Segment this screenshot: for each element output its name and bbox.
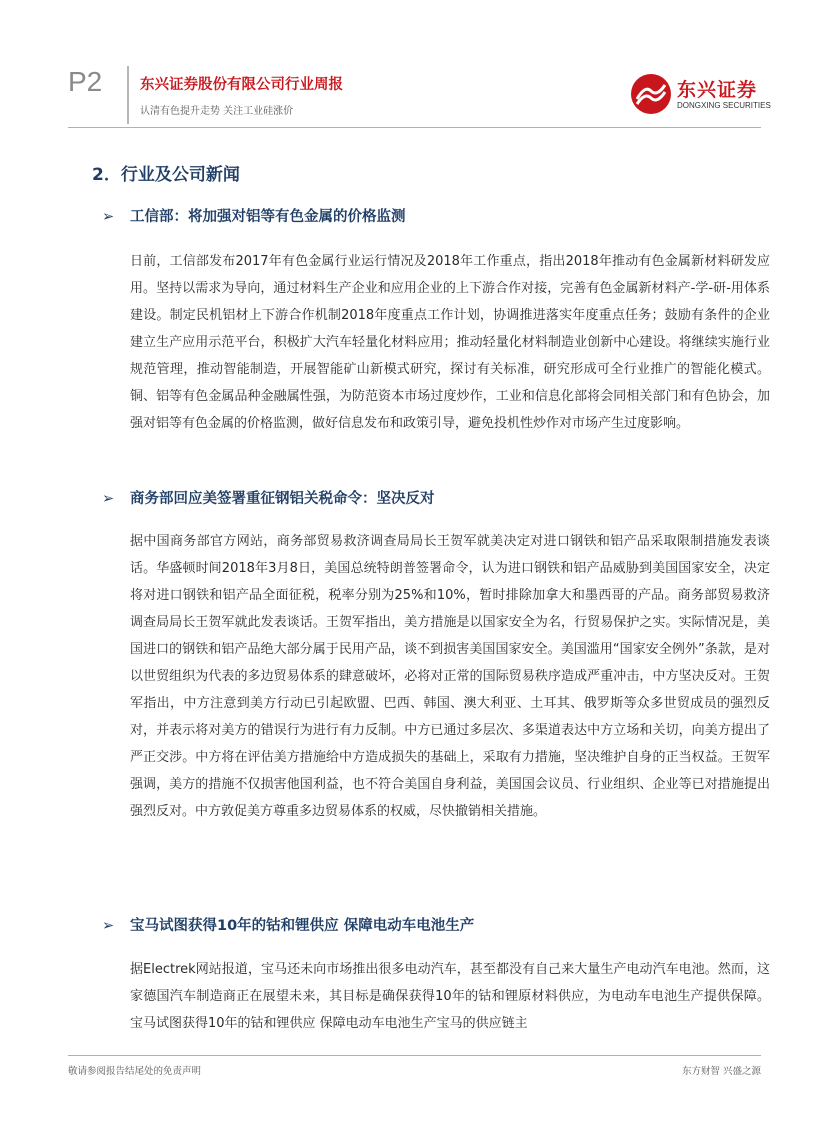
footer-rule <box>68 1055 761 1056</box>
disclaimer-note: 敬请参阅报告结尾处的免责声明 <box>68 1066 202 1077</box>
news-title: 工信部：将加强对铝等有色金属的价格监测 <box>130 209 406 225</box>
company-logo <box>630 73 771 118</box>
arrow-bullet-icon: ➢ <box>102 491 115 507</box>
news-title: 商务部回应美签署重征钢铝关税命令：坚决反对 <box>130 491 435 507</box>
page-number: P2 <box>68 66 103 97</box>
news-heading-2 <box>102 487 435 511</box>
news-heading-1 <box>102 205 406 229</box>
news-body-2: 据中国商务部官方网站，商务部贸易救济调查局局长王贺军就美决定对进口钢铁和铝产品采取限制措施发表谈话。华盛顿时间2018年3月8日，美国总统特朗普签署命令，认为进口钢铁和铝产品威胁到美国国家安全，决定将对进口钢铁和铝产品全面征税，税率分别为25%和10%，暂时排除加拿大和墨西哥的产品。商务部贸易救济调查局局长王贺军就此发表谈话。王贺军指出，美方措施是以国家安全为名，行贸易保护之实。实际情况是，美国进口的钢铁和铝产品绝大部分属于民用产品，谈不到损害美国国家安全。美国滥用“国家安全例外”条款，是对以世贸组织为代表的多边贸易体系的肆意破坏，必将对正常的国际贸易秩序造成严重冲击，中方坚决反对。王贺军指出，中方注意到美方行动已引起欧盟、巴西、韩国、澳大利亚、土耳其、俄罗斯等众多世贸成员的强烈反对，并表示将对美方的错误行为进行有力反制。中方已通过多层次、多渠道表达中方立场和关切，向美方提出了严正交涉。中方将在评估美方措施给中方造成损失的基础上，采取有力措施，坚决维护自身的正当权益。王贺军强调，美方的措施不仅损害他国利益，也不符合美国自身利益，美国国会议员、行业组织、企业等已对措施提出强烈反对。中方敦促美方尊重多边贸易体系的权威，尽快撤销相关措施。 <box>130 534 770 819</box>
logo-english-name: DONGXING SECURITIES <box>677 101 771 110</box>
report-title: 东兴证券股份有限公司行业周报 <box>140 77 343 93</box>
header-rule <box>68 127 761 128</box>
section-heading: 2．行业及公司新闻 <box>92 165 240 185</box>
footer-slogan: 东方财智 兴盛之源 <box>681 1066 761 1077</box>
logo-chinese-name: 东兴证券 <box>677 79 758 101</box>
news-title: 宝马试图获得10年的钴和锂供应 保障电动车电池生产 <box>130 918 475 934</box>
report-subtitle: 认清有色提升走势 关注工业硅涨价 <box>140 106 294 117</box>
arrow-bullet-icon: ➢ <box>102 918 115 934</box>
news-body-1: 日前，工信部发布2017年有色金属行业运行情况及2018年工作重点，指出2018年推动有色金属新材料研发应用。坚持以需求为导向，通过材料生产企业和应用企业的上下游合作对接，完善有色金属新材料产-学-研-用体系建设。制定民机铝材上下游合作机制2018年度重点工作计划，协调推进落实年度重点任务；鼓励有条件的企业建立生产应用示范平台，积极扩大汽车轻量化材料应用；推动轻量化材料制造业创新中心建设。将继续实施行业规范管理，推动智能制造，开展智能矿山新模式研究，探讨有关标准，研究形成可全行业推广的智能化模式。铜、铝等有色金属品种金融属性强，为防范资本市场过度炒作，工业和信息化部将会同相关部门和有色协会，加强对铝等有色金属的价格监测，做好信息发布和政策引导，避免投机性炒作对市场产生过度影响。 <box>130 254 770 431</box>
arrow-bullet-icon: ➢ <box>102 209 115 225</box>
logo-mark-icon <box>630 73 672 115</box>
header-divider <box>127 66 129 124</box>
news-heading-3 <box>102 914 474 938</box>
news-body-3: 据Electrek网站报道，宝马还未向市场推出很多电动汽车，甚至都没有自己来大量生产电动汽车电池。然而，这家德国汽车制造商正在展望未来，其目标是确保获得10年的钴和锂原材料供应，为电动车电池生产提供保障。宝马试图获得10年的钴和锂供应 保障电动车电池生产宝马的供应链主 <box>130 962 770 1031</box>
